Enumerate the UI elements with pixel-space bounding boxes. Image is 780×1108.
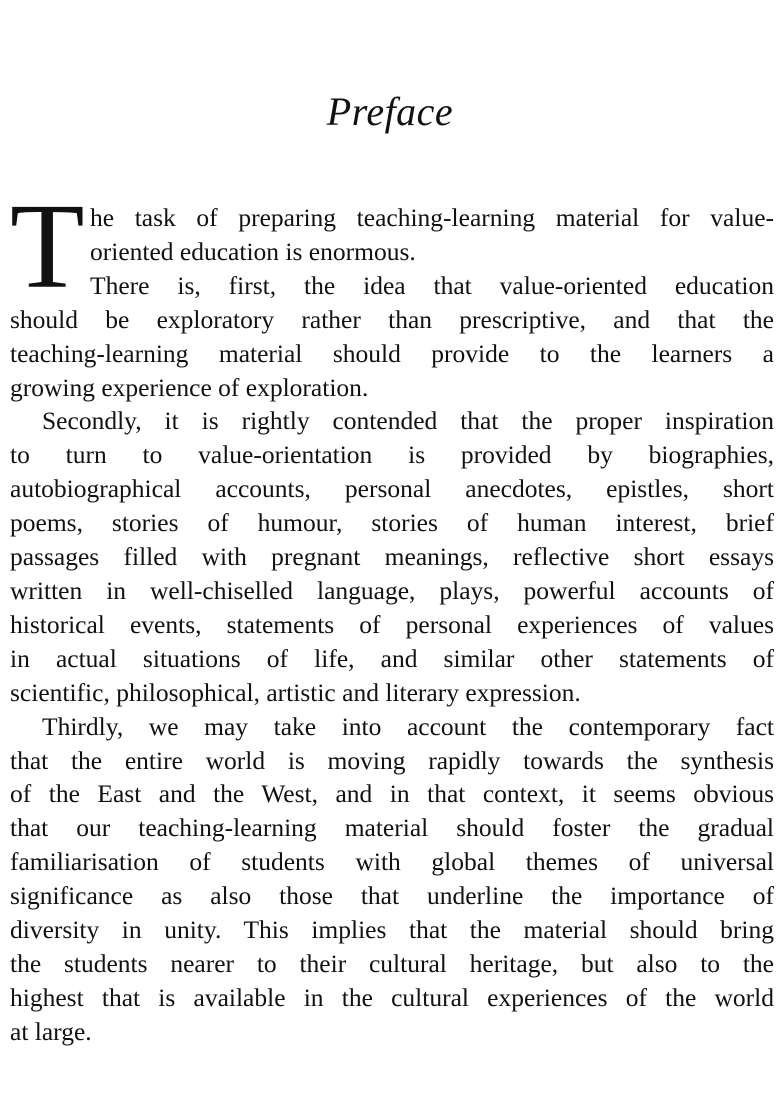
- text-line: teaching-learning material should provide to the learners a: [10, 338, 774, 368]
- text-line: Secondly, it is rightly contended that the proper inspiration: [42, 406, 774, 436]
- text-line: of the East and the West, and in that context, it seems obvious: [10, 779, 774, 809]
- text-line: diversity in unity. This implies that the material should bring: [10, 915, 774, 945]
- text-line: the students nearer to their cultural heritage, but also to the: [10, 948, 774, 978]
- text-line: historical events, statements of personal experiences of values: [10, 609, 774, 639]
- text-line: oriented education is enormous.: [90, 236, 416, 266]
- preface-body: [10, 201, 774, 1049]
- text-line: should be exploratory rather than prescriptive, and that the: [10, 304, 774, 334]
- text-line: written in well-chiselled language, plays, powerful accounts of: [10, 575, 774, 605]
- drop-cap-letter: T: [10, 179, 85, 314]
- text-line: autobiographical accounts, personal anecdotes, epistles, short: [10, 474, 774, 504]
- text-line: poems, stories of humour, stories of human interest, brief: [10, 508, 774, 538]
- text-line: familiarisation of students with global themes of universal: [10, 847, 774, 877]
- text-line: passages filled with pregnant meanings, reflective short essays: [10, 542, 774, 572]
- text-line: scientific, philosophical, artistic and literary expression.: [10, 677, 581, 707]
- text-line: Thirdly, we may take into account the contemporary fact: [42, 711, 774, 741]
- text-line: highest that is available in the cultural experiences of the world: [10, 982, 774, 1012]
- text-line: at large.: [10, 1016, 92, 1046]
- text-line: he task of preparing teaching-learning material for value-: [90, 203, 774, 232]
- text-line: growing experience of exploration.: [10, 372, 369, 402]
- text-line: There is, first, the idea that value-oriented education: [90, 270, 774, 300]
- text-line: that the entire world is moving rapidly towards the synthesis: [10, 745, 774, 775]
- page-title: Preface: [326, 89, 454, 134]
- text-line: in actual situations of life, and similar other statements of: [10, 643, 774, 673]
- text-line: to turn to value-orientation is provided by biographies,: [10, 440, 774, 470]
- text-line: that our teaching-learning material should foster the gradual: [10, 813, 774, 843]
- text-line: significance as also those that underline the importance of: [10, 881, 774, 911]
